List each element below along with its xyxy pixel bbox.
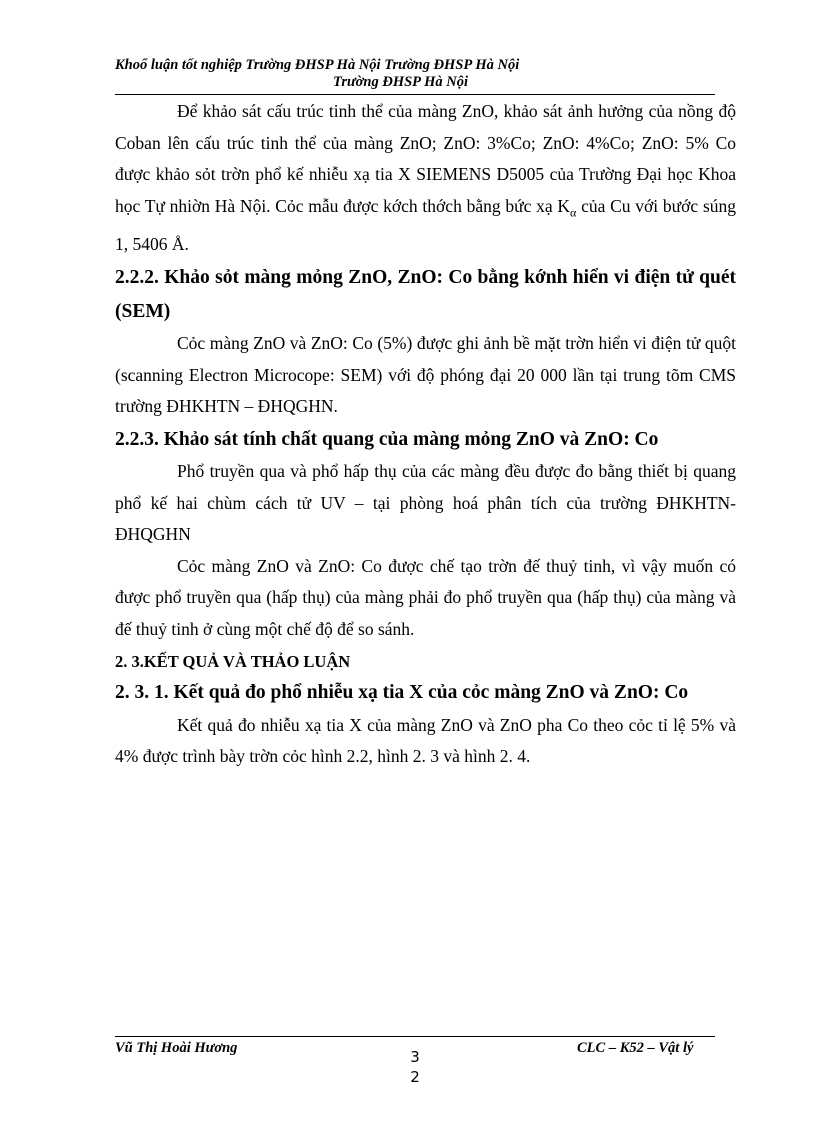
heading-2-2-2: 2.2.2. Khảo sỏt màng mỏng ZnO, ZnO: Co bằng kớnh hiển vi điện tử quét (SEM) bbox=[115, 267, 736, 322]
footer-rule bbox=[115, 1036, 715, 1037]
page-number bbox=[407, 1047, 423, 1087]
heading-2-2-3: 2.2.3. Khảo sát tính chất quang của màng mỏng ZnO và ZnO: Co bbox=[115, 428, 659, 450]
k-alpha-subscript: α bbox=[570, 205, 577, 219]
paragraph-sem: Cỏc màng ZnO và ZnO: Co (5%) được ghi ảnh bề mặt trờn hiển vi điện tử quột (scanning Electron Microcope: SEM) với độ phóng đại 20 000 lần tại trung tõm CMS trường ĐHKHTN – ĐHQGHN. bbox=[115, 333, 736, 416]
footer-course: CLC – K52 – Vật lý bbox=[577, 1040, 694, 1056]
document-body bbox=[115, 96, 736, 773]
paragraph-spectra: Phổ truyền qua và phổ hấp thụ của các màng đều được đo bằng thiết bị quang phổ kế hai chùm cách tử UV – tại phòng hoá phân tích của trường ĐHKHTN- ĐHQGHN bbox=[115, 461, 736, 544]
heading-2-3-1: 2. 3. 1. Kết quả đo phổ nhiễu xạ tia X của cỏc màng ZnO và ZnO: Co bbox=[115, 682, 689, 703]
heading-2-3: 2. 3.KẾT QUẢ VÀ THẢO LUẬN bbox=[115, 652, 351, 671]
paragraph-xrd-setup-tail: của Cu với bước súng 1, 5406 Å. bbox=[115, 195, 737, 254]
page-number-top: 3 bbox=[410, 1048, 420, 1066]
paragraph-xrd-setup-text: Để khảo sát cấu trúc tinh thể của màng ZnO, khảo sát ảnh hưởng của nồng độ Coban lên cấu trúc tinh thể của màng ZnO; ZnO: 3%Co; ZnO: 4%Co; ZnO: 5% Co được khảo sỏt trờn phổ kế nhiễu xạ tia X SIEMENS D5005 của Trường Đại học Khoa học Tự nhiờn Hà Nội. Cỏc mẫu được kớch thớch bằng bức xạ K bbox=[115, 101, 736, 216]
header-line-2: Trường ĐHSP Hà Nội bbox=[333, 74, 469, 90]
header-rule bbox=[115, 94, 715, 95]
paragraph-xrd-setup bbox=[115, 96, 736, 260]
page-header bbox=[115, 57, 715, 91]
footer-author: Vũ Thị Hoài Hương bbox=[115, 1040, 238, 1056]
page-number-bottom: 2 bbox=[410, 1068, 420, 1086]
paragraph-results: Kết quả đo nhiễu xạ tia X của màng ZnO và ZnO pha Co theo cỏc tỉ lệ 5% và 4% được trình bày trờn cỏc hình 2.2, hình 2. 3 và hình 2. 4. bbox=[115, 714, 736, 766]
paragraph-substrate: Cỏc màng ZnO và ZnO: Co được chế tạo trờn đế thuỷ tinh, vì vậy muốn có được phổ truyền qua (hấp thụ) của màng phải đo phổ truyền qua (hấp thụ) của màng và đế thuỷ tinh ở cùng một chế độ để so sánh. bbox=[115, 555, 736, 639]
header-line-1: Khoổ luận tốt nghiệp Trường ĐHSP Hà Nội Trường ĐHSP Hà Nội bbox=[115, 57, 520, 73]
